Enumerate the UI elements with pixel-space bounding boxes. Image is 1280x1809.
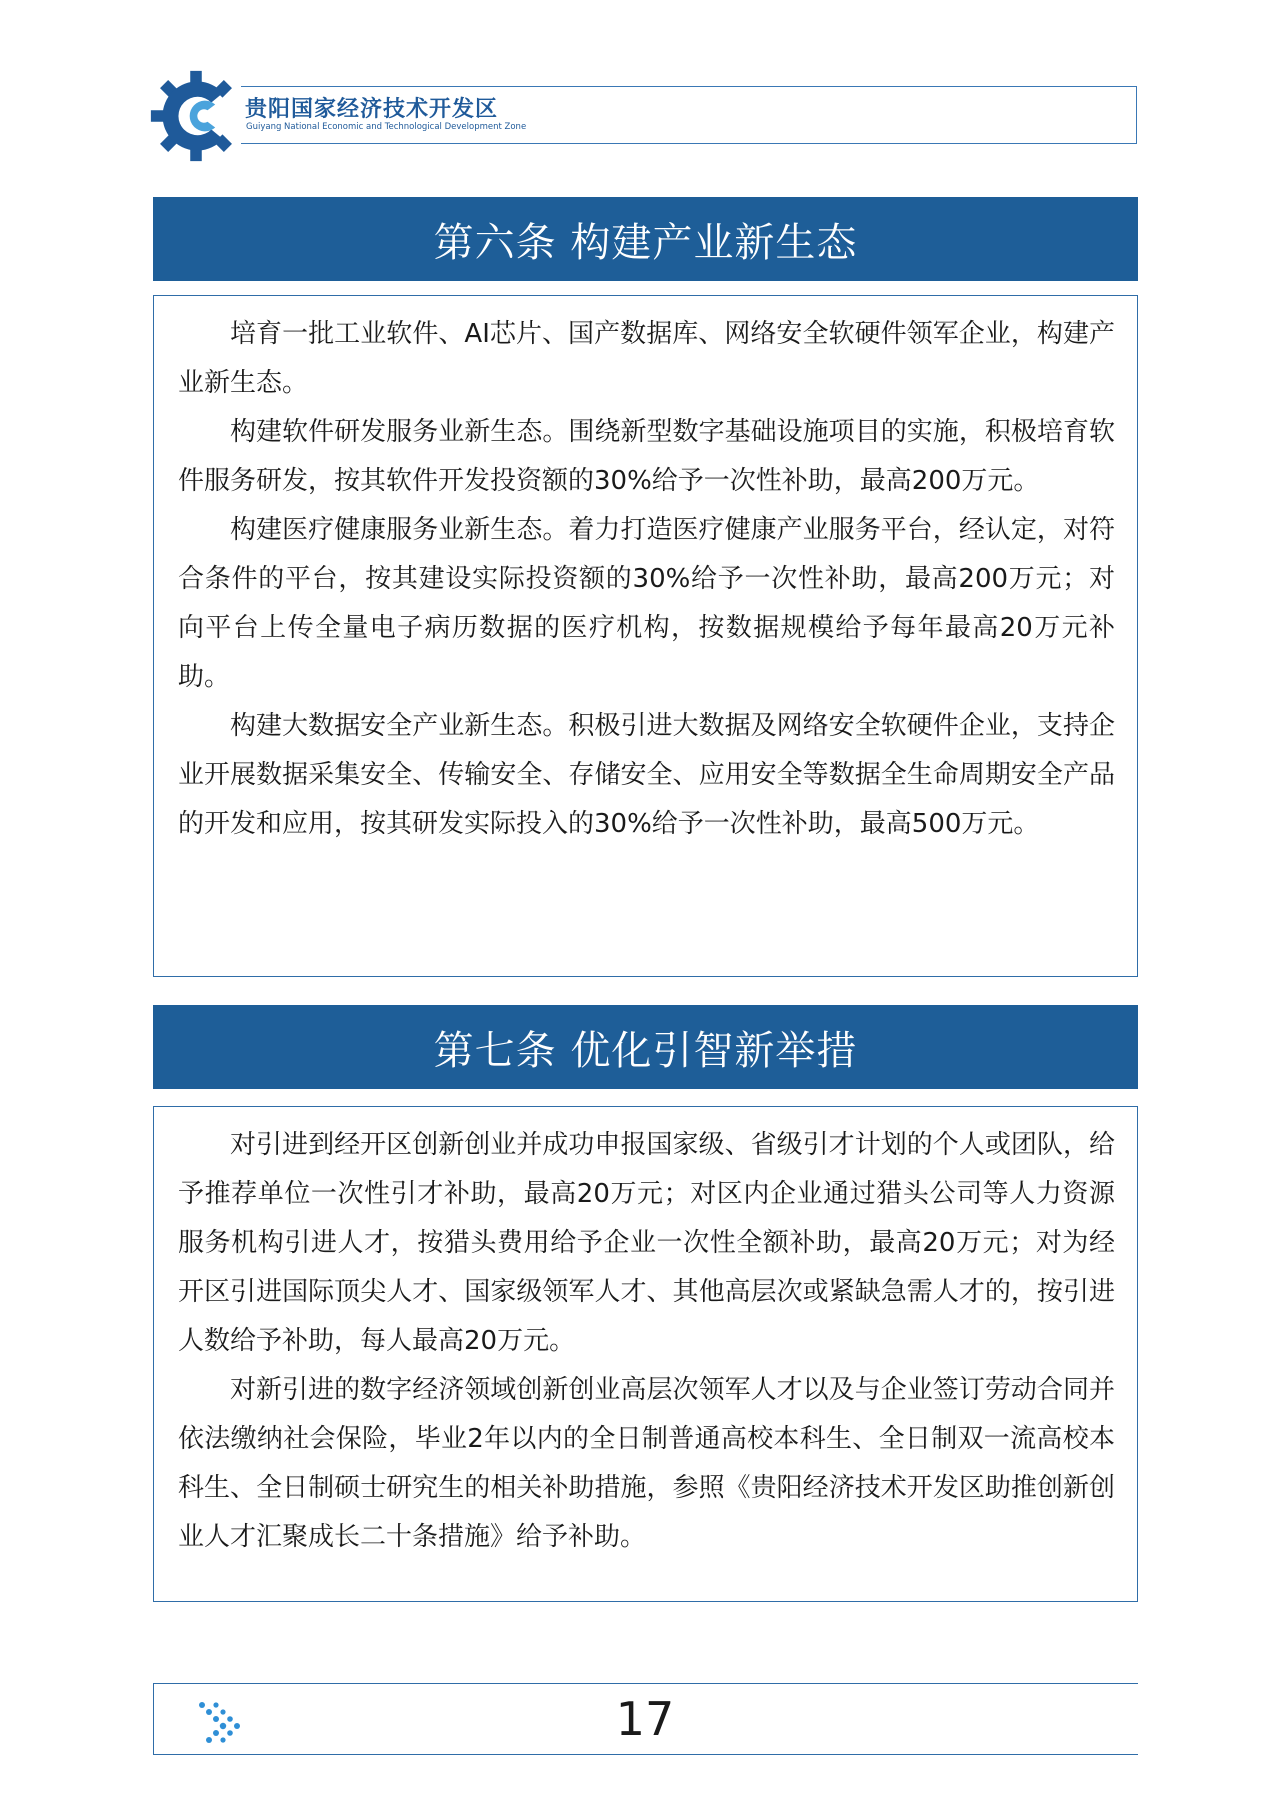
- paragraph: 对引进到经开区创新创业并成功申报国家级、省级引才计划的个人或团队，给予推荐单位一次性引才补助，最高20万元；对区内企业通过猎头公司等人力资源服务机构引进人才，按猎头费用给予企业一次性全额补助，最高20万元；对为经开区引进国际顶尖人才、国家级领军人才、其他高层次或紧缺急需人才的，按引进人数给予补助，每人最高20万元。: [178, 1130, 1115, 1356]
- page-number: 17: [615, 1692, 675, 1746]
- paragraph: 构建大数据安全产业新生态。积极引进大数据及网络安全软硬件企业，支持企业开展数据采集安全、传输安全、存储安全、应用安全等数据全生命周期安全产品的开发和应用，按其研发实际投入的30%给予一次性补助，最高500万元。: [178, 711, 1115, 839]
- section-title: 第六条 构建产业新生态: [433, 219, 858, 266]
- paragraph: 对新引进的数字经济领域创新创业高层次领军人才以及与企业签订劳动合同并依法缴纳社会保险，毕业2年以内的全日制普通高校本科生、全日制双一流高校本科生、全日制硕士研究生的相关补助措施，参照《贵阳经济技术开发区助推创新创业人才汇聚成长二十条措施》给予补助。: [178, 1375, 1115, 1552]
- org-name-cn: 贵阳国家经济技术开发区: [245, 97, 499, 122]
- section-title-bar: [153, 1005, 1138, 1089]
- section-content-box: [153, 295, 1138, 977]
- paragraph: 构建软件研发服务业新生态。围绕新型数字基础设施项目的实施，积极培育软件服务研发，按其软件开发投资额的30%给予一次性补助，最高200万元。: [178, 417, 1115, 496]
- section-title: 第七条 优化引智新举措: [433, 1027, 858, 1074]
- section-content-box: [153, 1106, 1138, 1602]
- section-title-bar: [153, 197, 1138, 281]
- org-name-en: Guiyang National Economic and Technological Development Zone: [246, 122, 527, 132]
- paragraph: 培育一批工业软件、AI芯片、国产数据库、网络安全软硬件领军企业，构建产业新生态。: [178, 319, 1115, 398]
- paragraph: 构建医疗健康服务业新生态。着力打造医疗健康产业服务平台，经认定，对符合条件的平台，按其建设实际投资额的30%给予一次性补助，最高200万元；对向平台上传全量电子病历数据的医疗机构，按数据规模给予每年最高20万元补助。: [178, 515, 1115, 692]
- gear-c-logo-icon: [148, 68, 244, 164]
- chevron-arrows-icon: [196, 1699, 244, 1747]
